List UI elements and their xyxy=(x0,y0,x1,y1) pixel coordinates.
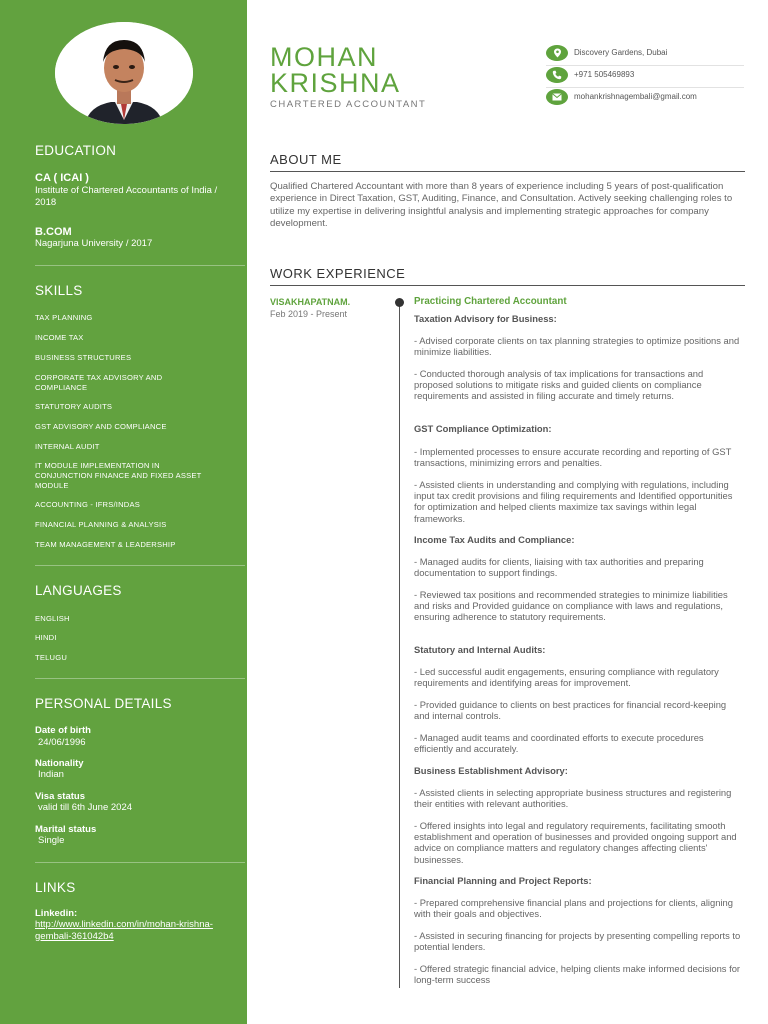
contact-email-text: mohankrishnagembali@gmail.com xyxy=(574,92,697,101)
divider xyxy=(270,171,745,172)
marital-value: Single xyxy=(38,835,65,846)
linkedin-link[interactable]: http://www.linkedin.com/in/mohan-krishna-gembali-361042b4 xyxy=(35,919,213,942)
education-degree: B.COM xyxy=(35,226,72,238)
experience-subheading: Business Establishment Advisory: xyxy=(414,765,568,776)
experience-bullet: - Implemented processes to ensure accurate recording and reporting of GST transactions, minimizing errors and penalties. xyxy=(414,446,732,469)
experience-subheading: Statutory and Internal Audits: xyxy=(414,644,546,655)
experience-bullet: - Assisted clients in selecting appropriate business structures and registering their entities with relevant authorities. xyxy=(414,787,732,810)
language-item: HINDI xyxy=(35,633,57,642)
divider xyxy=(35,862,245,863)
experience-bullet: - Prepared comprehensive financial plans and projections for clients, aligning with their goals and objectives. xyxy=(414,897,733,920)
work-experience-heading: WORK EXPERIENCE xyxy=(270,266,406,281)
experience-subheading: Financial Planning and Project Reports: xyxy=(414,875,592,886)
experience-bullet: - Managed audits for clients, liaising with tax authorities and preparing documentation to support findings. xyxy=(414,556,704,579)
skill-item: INCOME TAX xyxy=(35,333,84,342)
contact-location-text: Discovery Gardens, Dubai xyxy=(574,48,668,57)
divider xyxy=(35,678,245,679)
sidebar xyxy=(0,0,247,1024)
timeline-dot xyxy=(395,298,404,307)
last-name: KRISHNA xyxy=(270,68,401,98)
experience-bullet: - Provided guidance to clients on best practices for financial record-keeping and internal controls. xyxy=(414,699,727,722)
language-item: TELUGU xyxy=(35,653,68,662)
contact-phone xyxy=(546,66,744,88)
first-name: MOHAN xyxy=(270,42,378,72)
experience-bullet: - Conducted thorough analysis of tax implications for transactions and proposed solutions to mitigate risks and guided clients on compliance requirements and assisted in filing accurate and timely returns. xyxy=(414,368,704,402)
links-heading: LINKS xyxy=(35,880,76,895)
job-dates: Feb 2019 - Present xyxy=(270,309,348,319)
mail-icon xyxy=(546,89,568,105)
linkedin-label: Linkedin: xyxy=(35,908,78,919)
language-item: ENGLISH xyxy=(35,614,70,623)
divider xyxy=(270,285,745,286)
skill-item: GST ADVISORY AND COMPLIANCE xyxy=(35,422,167,431)
personal-details-heading: PERSONAL DETAILS xyxy=(35,696,172,711)
about-heading: ABOUT ME xyxy=(270,152,342,167)
experience-subheading: GST Compliance Optimization: xyxy=(414,423,552,434)
nationality-value: Indian xyxy=(38,769,64,780)
education-heading: EDUCATION xyxy=(35,143,117,158)
skill-item: TAX PLANNING xyxy=(35,313,93,322)
visa-value: valid till 6th June 2024 xyxy=(38,802,133,813)
skill-item: FINANCIAL PLANNING & ANALYSIS xyxy=(35,520,167,529)
experience-bullet: - Led successful audit engagements, ensuring compliance with regulatory requirements and identifying areas for improvement. xyxy=(414,666,719,689)
education-detail: Nagarjuna University / 2017 xyxy=(35,238,153,249)
job-title: Practicing Chartered Accountant xyxy=(414,296,567,307)
education-degree: CA ( ICAI ) xyxy=(35,172,89,184)
languages-heading: LANGUAGES xyxy=(35,583,122,598)
skill-item: ACCOUNTING - IFRS/INDAS xyxy=(35,500,141,509)
marital-label: Marital status xyxy=(35,824,97,835)
visa-label: Visa status xyxy=(35,791,85,802)
experience-subheading: Taxation Advisory for Business: xyxy=(414,313,557,324)
skill-item: CORPORATE TAX ADVISORY AND COMPLIANCE xyxy=(35,373,163,392)
experience-subheading: Income Tax Audits and Compliance: xyxy=(414,534,575,545)
experience-bullet: - Managed audit teams and coordinated efforts to execute procedures efficiently and accurately. xyxy=(414,732,704,755)
education-detail: Institute of Chartered Accountants of India / 2018 xyxy=(35,185,218,208)
nationality-label: Nationality xyxy=(35,758,84,769)
timeline-line xyxy=(399,302,400,988)
experience-bullet: - Assisted clients in understanding and complying with regulations, including input tax credit provisions and filing requirements and Identified opportunities for optimization and helped clients maximize tax savings within legal frameworks. xyxy=(414,479,733,524)
divider xyxy=(35,565,245,566)
dob-value: 24/06/1996 xyxy=(38,737,86,748)
skill-item: TEAM MANAGEMENT & LEADERSHIP xyxy=(35,540,176,549)
experience-bullet: - Advised corporate clients on tax planning strategies to optimize positions and minimize liabilities. xyxy=(414,335,740,358)
contact-phone-text: +971 505469893 xyxy=(574,70,635,79)
skill-item: INTERNAL AUDIT xyxy=(35,442,100,451)
skills-heading: SKILLS xyxy=(35,283,83,298)
contact-email xyxy=(546,88,744,110)
job-role: CHARTERED ACCOUNTANT xyxy=(270,99,427,110)
profile-photo xyxy=(55,22,193,124)
job-location: VISAKHAPATNAM. xyxy=(270,297,351,307)
experience-bullet: - Offered insights into legal and regulatory requirements, facilitating smooth establishment and operation of businesses and provided ongoing support and advice on compliance matters and regulatory changes affecting clients' businesses. xyxy=(414,820,737,865)
contact-location xyxy=(546,44,744,66)
skill-item: IT MODULE IMPLEMENTATION IN CONJUNCTION FINANCE AND FIXED ASSET MODULE xyxy=(35,461,202,490)
divider xyxy=(35,265,245,266)
skill-item: BUSINESS STRUCTURES xyxy=(35,353,132,362)
experience-bullet: - Assisted in securing financing for projects by presenting compelling reports to potential lenders. xyxy=(414,930,741,953)
phone-icon xyxy=(546,67,568,83)
skill-item: STATUTORY AUDITS xyxy=(35,402,113,411)
about-text: Qualified Chartered Accountant with more than 8 years of experience including 5 years of post-qualification experience in Direct Taxation, GST, Auditing, Finance, and Consultation. Actively seeking challenging roles to utilize my expertise in delivering insightful analysis and implementing strategic approaches for company development. xyxy=(270,181,733,229)
location-pin-icon xyxy=(546,45,568,61)
dob-label: Date of birth xyxy=(35,725,91,736)
experience-bullet: - Reviewed tax positions and recommended strategies to minimize liabilities and risks and Provided guidance on compliance with laws and regulations, ensuring adherence to statutory requirements. xyxy=(414,589,728,623)
experience-bullet: - Offered strategic financial advice, helping clients make informed decisions for long-term success xyxy=(414,963,741,986)
